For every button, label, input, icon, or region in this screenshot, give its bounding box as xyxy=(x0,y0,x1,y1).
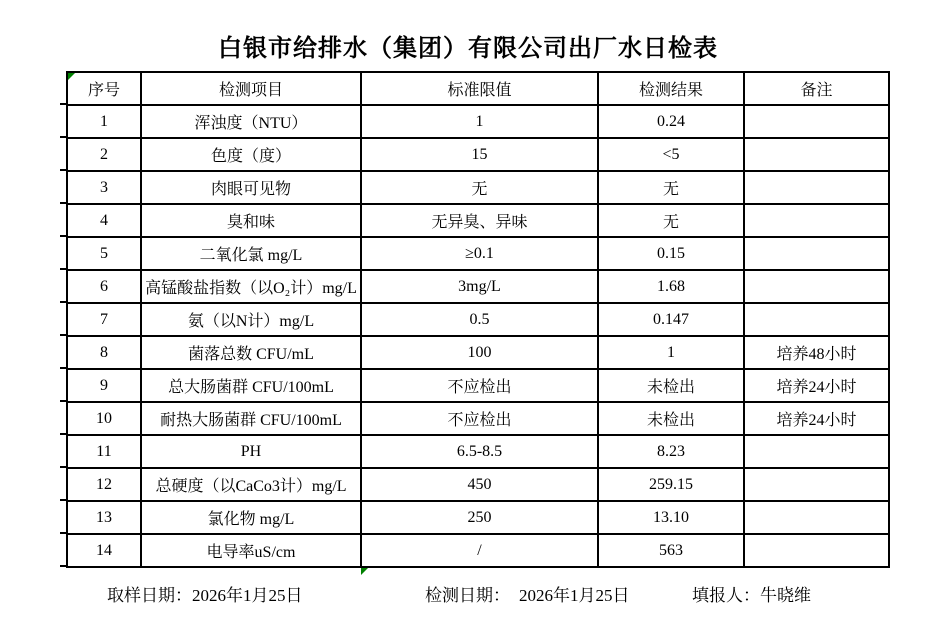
header-cell-result xyxy=(598,72,744,105)
cell-item: 二氧化氯 mg/L xyxy=(141,237,361,270)
cell-note: 培养24小时 xyxy=(744,402,889,435)
cell-note xyxy=(744,435,889,468)
cell-limit: 6.5-8.5 xyxy=(361,435,598,468)
cell-note xyxy=(744,204,889,237)
cell-item: 肉眼可见物 xyxy=(141,171,361,204)
cell-result: 无 xyxy=(598,171,744,204)
sampling-date xyxy=(107,581,303,606)
header-label-index: 序号 xyxy=(87,82,120,99)
inspection-table xyxy=(66,71,890,568)
cell-limit: / xyxy=(361,534,598,567)
header-cell-note xyxy=(744,72,889,105)
header-cell-limit xyxy=(361,72,598,105)
table-row xyxy=(67,237,889,270)
table-row xyxy=(67,270,889,303)
test-date-label: 检测日期： xyxy=(425,586,510,605)
test-date-value: 2026年1月25日 xyxy=(519,586,630,605)
cell-index: 11 xyxy=(67,435,141,468)
cell-limit: 不应检出 xyxy=(361,402,598,435)
table-body xyxy=(67,105,889,567)
cell-note xyxy=(744,534,889,567)
cell-limit: 不应检出 xyxy=(361,369,598,402)
table-row xyxy=(67,468,889,501)
cell-result: 0.24 xyxy=(598,105,744,138)
header-label-limit: 标准限值 xyxy=(447,82,512,99)
cell-item: 氨（以N计）mg/L xyxy=(141,303,361,336)
table-row xyxy=(67,171,889,204)
page-title: 白银市给排水（集团）有限公司出厂水日检表 xyxy=(218,36,718,62)
table-row xyxy=(67,534,889,567)
cell-item: 色度（度） xyxy=(141,138,361,171)
cell-limit: 100 xyxy=(361,336,598,369)
table-row xyxy=(67,204,889,237)
cell-item: 氯化物 mg/L xyxy=(141,501,361,534)
cell-item: 高锰酸盐指数（以O₂计）mg/L xyxy=(141,270,361,303)
cell-error-indicator-icon xyxy=(68,73,75,80)
cell-index: 2 xyxy=(67,138,141,171)
cell-note xyxy=(744,303,889,336)
cell-result: 563 xyxy=(598,534,744,567)
cell-limit: ≥0.1 xyxy=(361,237,598,270)
cell-limit: 250 xyxy=(361,501,598,534)
cell-item: 总硬度（以CaCo3计）mg/L xyxy=(141,468,361,501)
table-row xyxy=(67,501,889,534)
cell-result: 13.10 xyxy=(598,501,744,534)
cell-item: 臭和味 xyxy=(141,204,361,237)
table-row xyxy=(67,435,889,468)
table-row xyxy=(67,105,889,138)
header-cell-item xyxy=(141,72,361,105)
table-row xyxy=(67,138,889,171)
reporter xyxy=(692,581,811,606)
cell-result: 259.15 xyxy=(598,468,744,501)
cell-index: 12 xyxy=(67,468,141,501)
cell-index: 1 xyxy=(67,105,141,138)
header-cell-index xyxy=(67,72,141,105)
cell-item: PH xyxy=(141,435,361,468)
cell-result: 0.15 xyxy=(598,237,744,270)
cell-result: 0.147 xyxy=(598,303,744,336)
cell-index: 4 xyxy=(67,204,141,237)
cell-note xyxy=(744,171,889,204)
header-row xyxy=(67,72,889,105)
cell-result: <5 xyxy=(598,138,744,171)
cell-note xyxy=(744,468,889,501)
table-row xyxy=(67,369,889,402)
cell-index: 5 xyxy=(67,237,141,270)
sampling-date-value: 2026年1月25日 xyxy=(192,586,303,605)
cell-limit: 无异臭、异味 xyxy=(361,204,598,237)
cell-note xyxy=(744,237,889,270)
table-row xyxy=(67,303,889,336)
reporter-value: 牛晓维 xyxy=(760,586,811,605)
cell-index: 8 xyxy=(67,336,141,369)
cell-note xyxy=(744,501,889,534)
cell-result: 8.23 xyxy=(598,435,744,468)
reporter-label: 填报人： xyxy=(692,586,760,605)
cell-limit: 0.5 xyxy=(361,303,598,336)
cell-index: 10 xyxy=(67,402,141,435)
cell-result: 1 xyxy=(598,336,744,369)
cell-index: 14 xyxy=(67,534,141,567)
cell-result: 未检出 xyxy=(598,369,744,402)
cell-index: 9 xyxy=(67,369,141,402)
cell-note xyxy=(744,270,889,303)
cell-limit: 450 xyxy=(361,468,598,501)
cell-item: 耐热大肠菌群 CFU/100mL xyxy=(141,402,361,435)
cell-limit: 15 xyxy=(361,138,598,171)
cell-item: 浑浊度（NTU） xyxy=(141,105,361,138)
cell-index: 13 xyxy=(67,501,141,534)
cell-limit: 1 xyxy=(361,105,598,138)
cell-index: 7 xyxy=(67,303,141,336)
cell-result: 无 xyxy=(598,204,744,237)
header-label-item: 检测项目 xyxy=(218,82,283,99)
cell-note xyxy=(744,138,889,171)
cell-item: 菌落总数 CFU/mL xyxy=(141,336,361,369)
cell-limit: 无 xyxy=(361,171,598,204)
cell-result: 未检出 xyxy=(598,402,744,435)
test-date xyxy=(425,581,630,606)
cell-index: 3 xyxy=(67,171,141,204)
cell-limit: 3mg/L xyxy=(361,270,598,303)
cell-item: 电导率uS/cm xyxy=(141,534,361,567)
cell-item: 总大肠菌群 CFU/100mL xyxy=(141,369,361,402)
cell-note xyxy=(744,105,889,138)
cell-result: 1.68 xyxy=(598,270,744,303)
table-row xyxy=(67,402,889,435)
cell-note: 培养48小时 xyxy=(744,336,889,369)
header-label-note: 备注 xyxy=(800,82,833,99)
cell-index: 6 xyxy=(67,270,141,303)
cell-note: 培养24小时 xyxy=(744,369,889,402)
sheet-error-indicator-icon xyxy=(361,568,368,575)
table-row xyxy=(67,336,889,369)
header-label-result: 检测结果 xyxy=(638,82,703,99)
sampling-date-label: 取样日期： xyxy=(107,586,192,605)
